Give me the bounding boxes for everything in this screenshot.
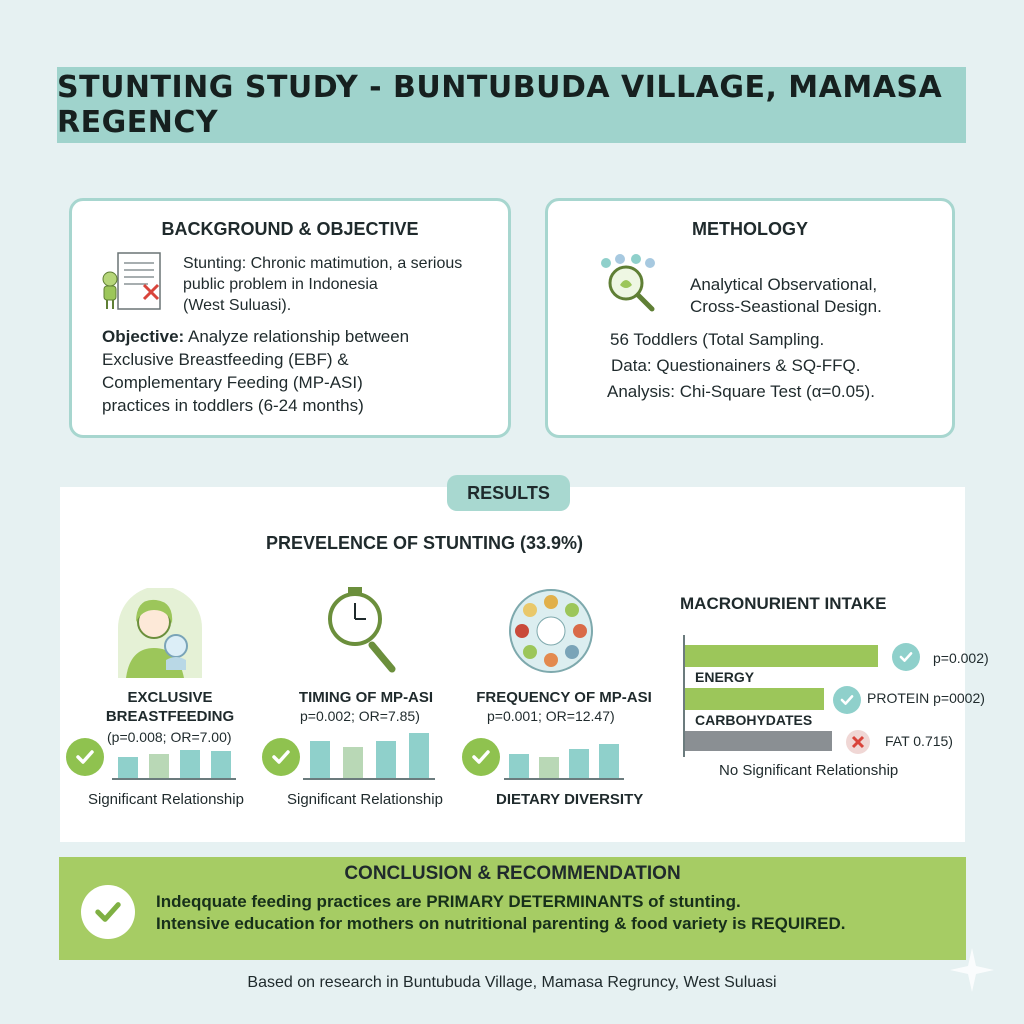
ebf-bar-3 [180,750,200,779]
background-line-3: (West Suluasi). [183,297,292,314]
timing-bar-3 [376,741,396,778]
objective-line-3: Complementary Feeding (MP-ASI) [102,373,363,392]
frequency-bar-2 [539,757,559,778]
objective-line-2: Exclusive Breastfeeding (EBF) & [102,350,349,369]
timing-bar-2 [343,747,363,778]
frequency-caption: DIETARY DIVERSITY [496,791,644,808]
methodology-title: METHOLOGY [692,219,808,239]
timing-check-icon [262,738,300,776]
food-plate-icon [508,588,594,674]
energy-check-icon [892,643,920,671]
fat-label: FAT 0.715) [885,733,953,749]
protein-bar [685,688,824,710]
sparkle-icon [950,948,994,992]
fat-cross-icon [846,730,870,754]
frequency-check-icon [462,738,500,776]
protein-label: PROTEIN p=0002) [867,690,985,706]
conclusion-check-icon [81,885,135,939]
frequency-bar-1 [509,754,529,778]
document-child-icon [98,249,170,315]
frequency-bar-chart [504,736,624,780]
timing-bar-chart [303,727,435,780]
ebf-caption: Significant Relationship [88,791,244,808]
timing-stats: p=0.002; OR=7.85) [300,708,420,724]
mother-baby-icon [118,588,202,678]
energy-bar [685,645,878,667]
design-line-2: Cross-Seastional Design. [690,297,882,316]
conclusion-panel [59,857,966,960]
magnifier-people-icon [594,253,664,317]
methodology-card [545,198,955,438]
stopwatch-spoon-icon [322,585,404,677]
frequency-bar-3 [569,749,589,778]
sample-size: 56 Toddlers (Total Sampling. [610,330,825,349]
objective-line-1: Analyze relationship between [188,327,410,346]
macro-title: MACRONURIENT INTAKE [680,594,887,613]
timing-bar-4 [409,733,429,778]
energy-label: ENERGY [695,669,755,685]
ebf-title-line-2: BREASTFEEDING [105,708,235,725]
ebf-title-line-1: EXCLUSIVE [127,689,213,706]
analysis-method: Analysis: Chi-Square Test (α=0.05). [607,382,875,401]
frequency-bar-4 [599,744,619,778]
ebf-bar-2 [149,754,169,778]
frequency-title: FREQUENCY OF MP-ASI [476,689,652,706]
title-banner [57,67,966,143]
prevalence-heading: PREVELENCE OF STUNTING (33.9%) [266,533,584,553]
ebf-bar-1 [118,757,138,778]
conclusion-line-2: Intensive education for mothers on nutritional parenting & food variety is REQUIRED. [156,914,846,933]
background-line-2: public problem in Indonesia [183,276,378,293]
objective-line-4: practices in toddlers (6-24 months) [102,396,364,415]
carbohydrate-label: CARBOHYDATES [695,712,813,728]
design-line-1: Analytical Observational, [690,275,878,294]
background-title: BACKGROUND & OBJECTIVE [161,219,419,239]
objective-label: Objective: [102,327,185,346]
ebf-stats: (p=0.008; OR=7.00) [107,729,232,745]
page-title: STUNTING STUDY - BUNTUBUDA VILLAGE, MAMASA REGENCY [57,70,943,140]
background-card [69,198,511,438]
results-label: RESULTS [447,475,570,511]
protein-check-icon [833,686,861,714]
conclusion-line-1: Indeqquate feeding practices are PRIMARY DETERMINANTS of stunting. [156,892,741,911]
conclusion-title: CONCLUSION & RECOMMENDATION [344,863,681,884]
ebf-bar-4 [211,751,231,778]
energy-p-value: p=0.002) [933,650,989,666]
ebf-bar-chart [112,740,236,780]
ebf-check-icon [66,738,104,776]
fat-bar [685,731,832,751]
timing-title: TIMING OF MP-ASI [298,689,434,706]
frequency-stats: p=0.001; OR=12.47) [487,708,615,724]
no-significance-note: No Significant Relationship [719,762,899,779]
data-collection: Data: Questionainers & SQ-FFQ. [611,356,861,375]
footer-note: Based on research in Buntubuda Village, Mamasa Regruncy, West Suluasi [247,974,777,991]
timing-caption: Significant Relationship [287,791,443,808]
background-line-1: Stunting: Chronic matimution, a serious [183,255,463,272]
timing-bar-1 [310,741,330,778]
